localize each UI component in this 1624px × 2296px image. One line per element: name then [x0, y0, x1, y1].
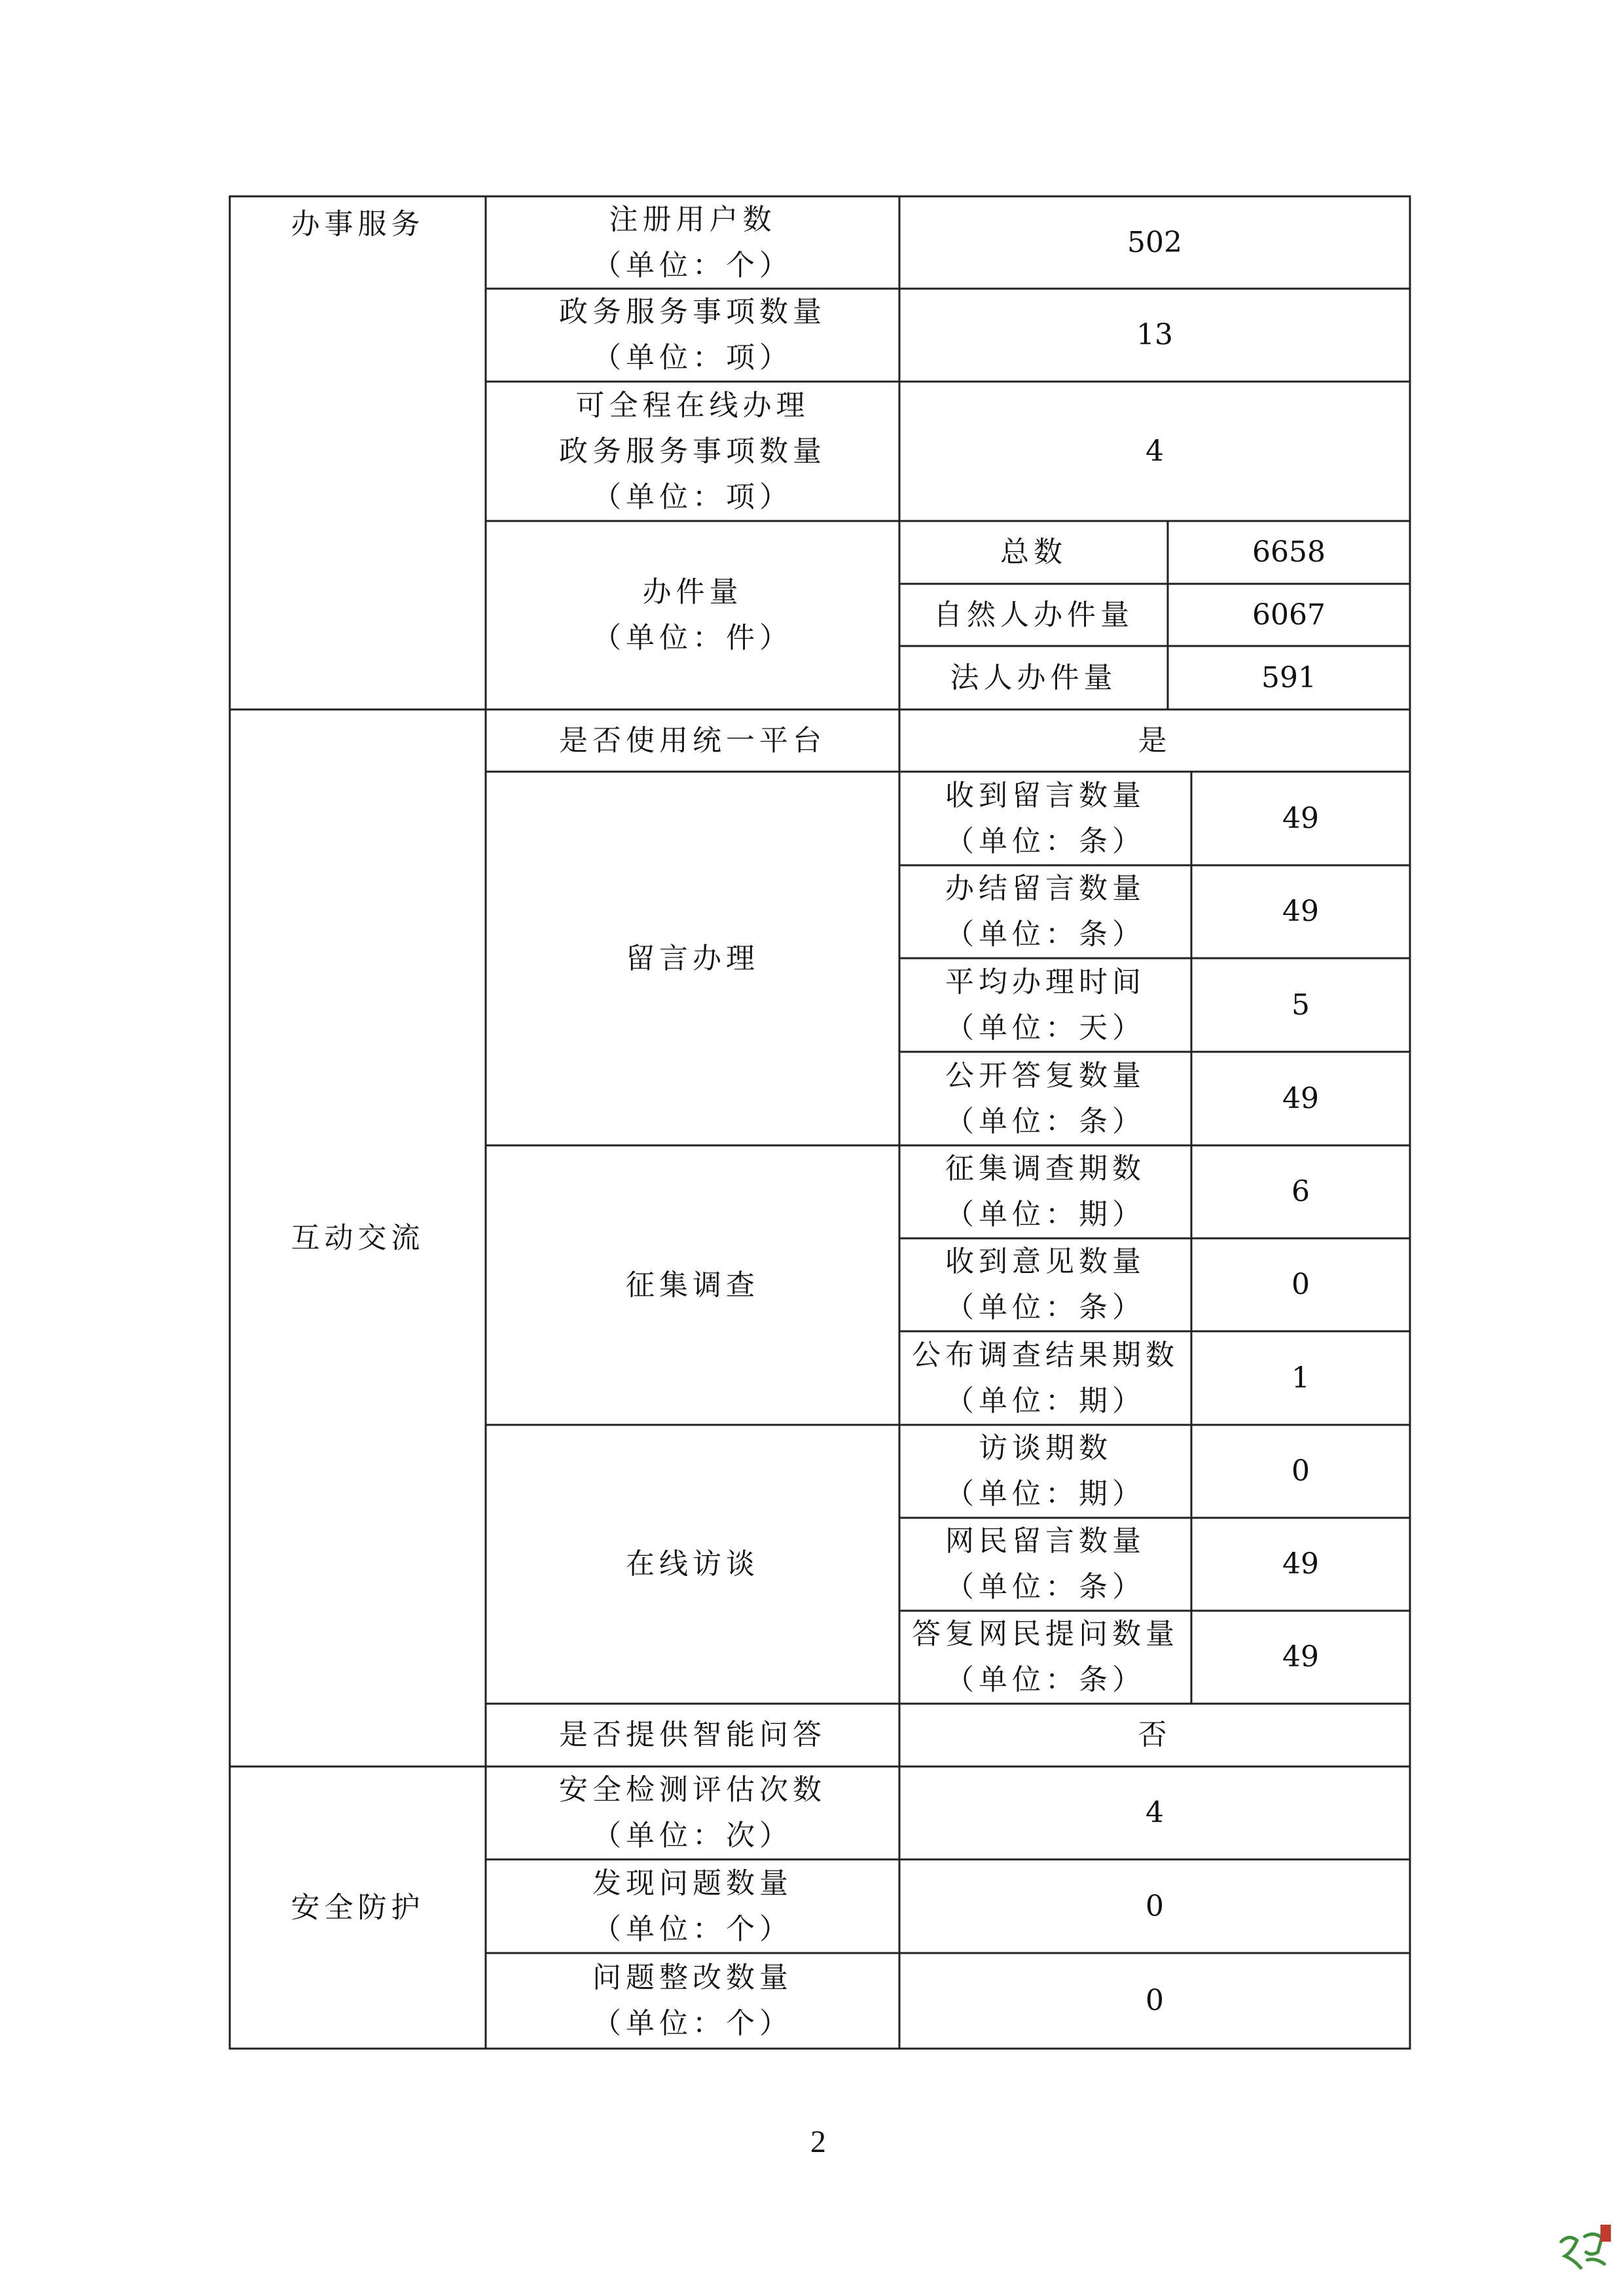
value-messages-public-replies — [1191, 1052, 1410, 1145]
label-unit: （单位：项） — [592, 341, 793, 374]
value-interview-periods — [1191, 1425, 1410, 1518]
label-unit: （单位：次） — [592, 1819, 793, 1852]
label-online-items — [486, 382, 899, 521]
value-case-natural-person — [1168, 584, 1410, 646]
section-label-security — [230, 1767, 486, 2049]
label-line: 平均办理时间 — [945, 965, 1146, 999]
label-messages-concluded — [899, 865, 1191, 958]
value-text: 0 — [1146, 1984, 1164, 2017]
label-line: 政务服务事项数量 — [559, 434, 826, 468]
label-line: 安全检测评估次数 — [559, 1773, 826, 1806]
label-line: 公布调查结果期数 — [912, 1338, 1179, 1372]
label-case-total — [899, 521, 1168, 584]
label-line: 答复网民提问数量 — [912, 1617, 1179, 1651]
label-line: 网民留言数量 — [945, 1524, 1146, 1558]
value-interview-netizen-messages — [1191, 1518, 1410, 1611]
section-label-text: 办事服务 — [291, 207, 425, 241]
label-interview-periods — [899, 1425, 1191, 1518]
label-unit: （单位：期） — [945, 1198, 1146, 1231]
label-issues-found — [486, 1859, 899, 1953]
label-survey-group — [486, 1145, 899, 1425]
label-survey-opinions — [899, 1238, 1191, 1331]
label-unit: （单位：天） — [945, 1011, 1146, 1045]
value-text: 49 — [1282, 895, 1319, 928]
label-line: 政务服务事项数量 — [559, 295, 826, 329]
label-line: 办结留言数量 — [945, 872, 1146, 905]
label-unit: （单位：条） — [945, 918, 1146, 951]
label-messages-group — [486, 772, 899, 1145]
label-line: 问题整改数量 — [592, 1961, 793, 1994]
value-case-legal-person — [1168, 646, 1410, 709]
page-number: 2 — [810, 2125, 826, 2159]
label-unit: （单位：条） — [945, 1663, 1146, 1696]
label-unit: （单位：个） — [592, 1912, 793, 1946]
label-survey-periods — [899, 1145, 1191, 1238]
value-text: 6067 — [1252, 598, 1326, 632]
value-messages-avg-time — [1191, 958, 1410, 1052]
value-registered-users — [899, 196, 1410, 289]
value-case-total — [1168, 521, 1410, 584]
label-line: 访谈期数 — [979, 1431, 1112, 1465]
label-service-items — [486, 289, 899, 382]
value-assessments — [899, 1767, 1410, 1859]
seal-stamp-icon — [1555, 2222, 1614, 2281]
label-unit: （单位：期） — [945, 1384, 1146, 1418]
value-interview-answered — [1191, 1611, 1410, 1704]
value-text: 否 — [1138, 1718, 1172, 1751]
label-unit: （单位：条） — [945, 1291, 1146, 1324]
value-text: 0 — [1146, 1889, 1164, 1923]
label-unit: （单位：个） — [592, 248, 793, 282]
label-survey-results — [899, 1331, 1191, 1425]
label-messages-public-replies — [899, 1052, 1191, 1145]
label-line: 注册用户数 — [609, 202, 776, 236]
value-online-items — [899, 382, 1410, 521]
section-label-service — [230, 196, 486, 709]
value-messages-received — [1191, 772, 1410, 865]
label-case-legal-person — [899, 646, 1168, 709]
value-text: 6 — [1291, 1175, 1310, 1208]
label-messages-avg-time — [899, 958, 1191, 1052]
label-case-volume — [486, 521, 899, 709]
label-line: 发现问题数量 — [592, 1866, 793, 1900]
label-assessments — [486, 1767, 899, 1859]
label-line: 收到意见数量 — [945, 1245, 1146, 1278]
section-label-interaction — [230, 709, 486, 1767]
label-line: 法人办件量 — [950, 660, 1117, 694]
label-line: 总数 — [1000, 535, 1067, 569]
label-issues-fixed — [486, 1953, 899, 2049]
value-text: 49 — [1282, 801, 1319, 835]
value-survey-opinions — [1191, 1238, 1410, 1331]
label-unified-platform — [486, 709, 899, 772]
value-text: 49 — [1282, 1640, 1319, 1674]
label-smart-qa — [486, 1704, 899, 1767]
value-smart-qa — [899, 1704, 1410, 1767]
label-unit: （单位：件） — [592, 621, 793, 655]
label-line: 办件量 — [642, 575, 743, 609]
value-messages-concluded — [1191, 865, 1410, 958]
value-text: 49 — [1282, 1081, 1319, 1115]
label-unit: （单位：项） — [592, 480, 793, 514]
value-text: 是 — [1138, 723, 1172, 757]
label-interview-netizen-messages — [899, 1518, 1191, 1611]
value-text: 13 — [1136, 318, 1173, 351]
value-service-items — [899, 289, 1410, 382]
value-text: 4 — [1146, 1796, 1164, 1829]
label-unit: （单位：条） — [945, 1104, 1146, 1138]
value-issues-fixed — [899, 1953, 1410, 2049]
label-registered-users — [486, 196, 899, 289]
label-unit: （单位：期） — [945, 1477, 1146, 1511]
value-text: 0 — [1291, 1268, 1310, 1301]
value-issues-found — [899, 1859, 1410, 1953]
value-text: 591 — [1261, 660, 1316, 694]
label-line: 收到留言数量 — [945, 778, 1146, 812]
label-line: 自然人办件量 — [933, 598, 1134, 632]
value-text: 6658 — [1252, 535, 1326, 569]
label-line: 是否提供智能问答 — [559, 1718, 826, 1751]
label-line: 征集调查期数 — [945, 1152, 1146, 1185]
label-line: 公开答复数量 — [945, 1058, 1146, 1092]
value-survey-results — [1191, 1331, 1410, 1425]
label-unit: （单位：条） — [945, 824, 1146, 858]
value-text: 502 — [1127, 225, 1182, 259]
label-unit: （单位：个） — [592, 2007, 793, 2040]
label-interview-answered — [899, 1611, 1191, 1704]
label-case-natural-person — [899, 584, 1168, 646]
section-label-text: 安全防护 — [291, 1890, 425, 1924]
label-line: 在线访谈 — [626, 1547, 759, 1581]
value-text: 4 — [1146, 434, 1164, 468]
value-unified-platform — [899, 709, 1410, 772]
label-line: 是否使用统一平台 — [559, 723, 826, 757]
label-unit: （单位：条） — [945, 1570, 1146, 1604]
value-text: 5 — [1291, 988, 1310, 1022]
label-messages-received — [899, 772, 1191, 865]
section-label-text: 互动交流 — [291, 1221, 425, 1255]
value-text: 49 — [1282, 1547, 1319, 1581]
label-line: 留言办理 — [626, 941, 759, 975]
value-survey-periods — [1191, 1145, 1410, 1238]
value-text: 1 — [1291, 1361, 1310, 1395]
label-interview-group — [486, 1425, 899, 1704]
label-line: 征集调查 — [626, 1268, 759, 1302]
label-line: 可全程在线办理 — [575, 388, 810, 422]
value-text: 0 — [1291, 1454, 1310, 1488]
